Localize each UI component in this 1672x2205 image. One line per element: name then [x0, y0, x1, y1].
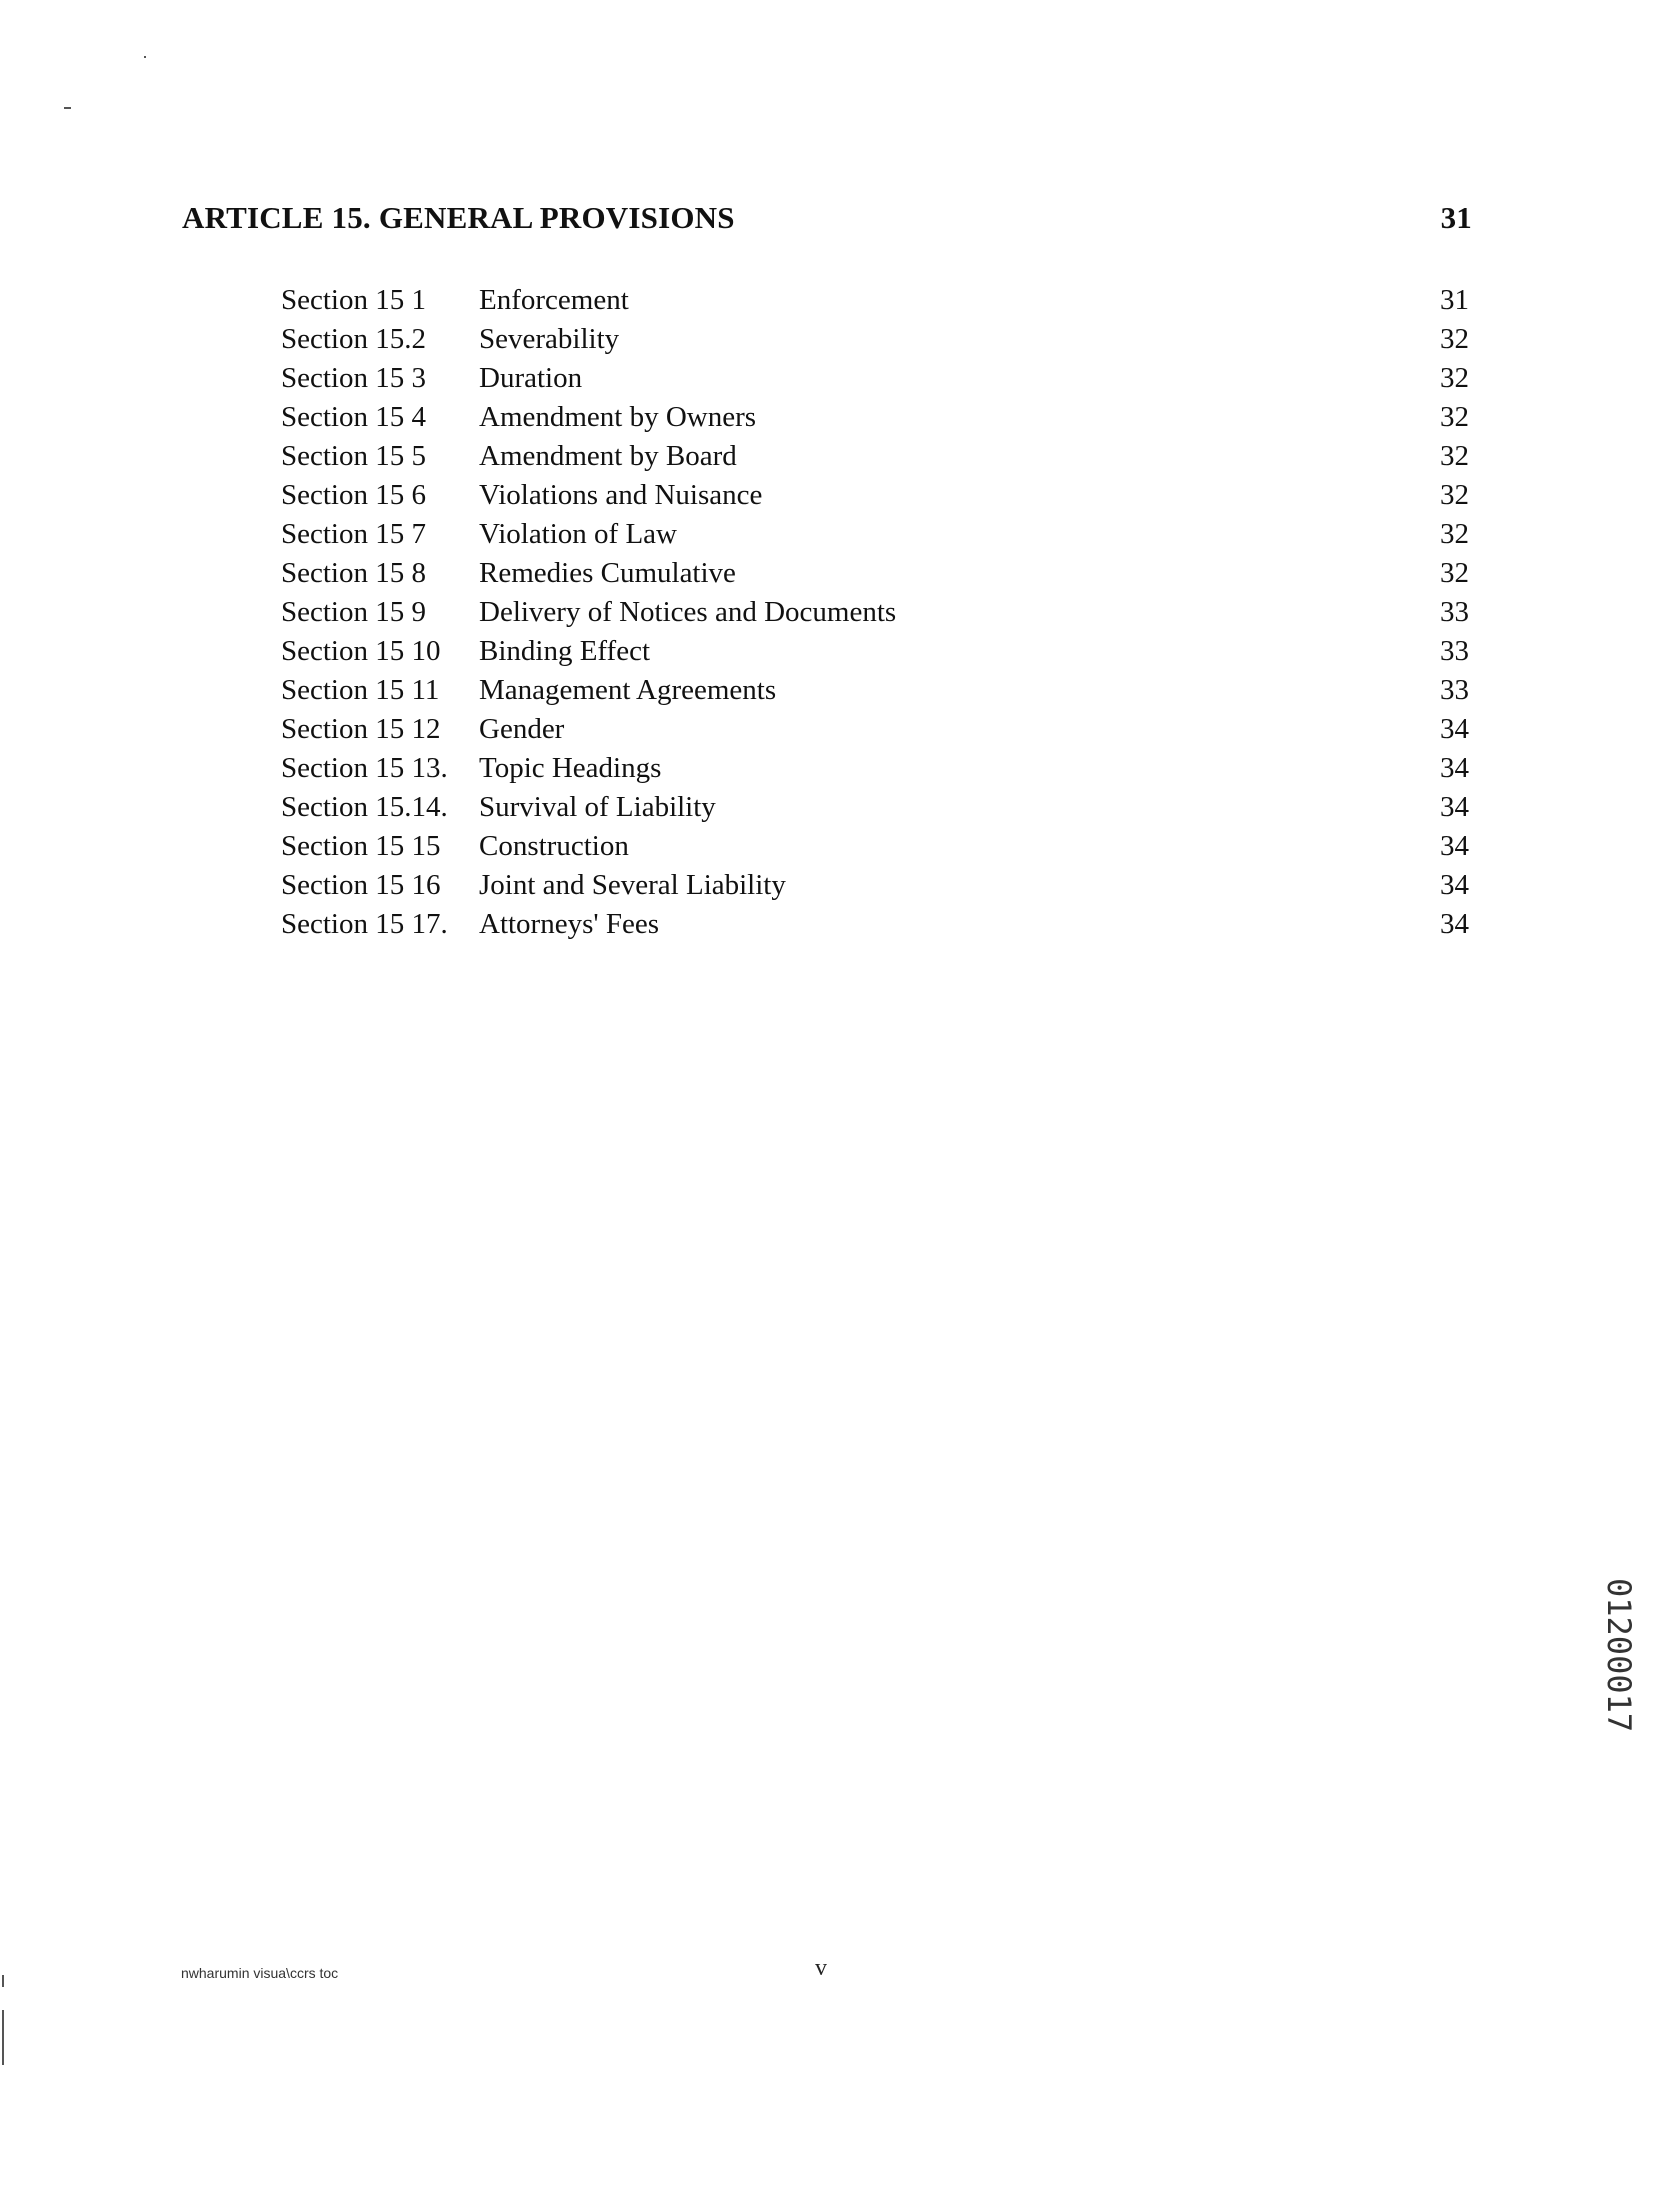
section-title: Topic Headings — [479, 752, 662, 784]
section-number: Section 15 10 — [281, 635, 441, 667]
section-number: Section 15 9 — [281, 596, 426, 628]
toc-entry — [281, 829, 1469, 868]
footer-page-number: v — [815, 1955, 827, 1981]
scan-speck — [2, 2010, 4, 2065]
section-number: Section 15 7 — [281, 518, 426, 550]
section-page: 34 — [1440, 869, 1469, 901]
document-id-stamp-text: 01200017 — [1600, 1578, 1638, 1733]
section-page: 34 — [1440, 713, 1469, 745]
toc-entry — [281, 400, 1469, 439]
toc-entry — [281, 322, 1469, 361]
section-title: Remedies Cumulative — [479, 557, 736, 589]
section-number: Section 15 6 — [281, 479, 426, 511]
section-page: 34 — [1440, 791, 1469, 823]
section-page: 34 — [1440, 752, 1469, 784]
section-page: 32 — [1440, 401, 1469, 433]
section-page: 31 — [1440, 284, 1469, 316]
footer-file-path: nwharumin visua\ccrs toc — [181, 1965, 339, 1981]
table-of-contents — [281, 283, 1469, 946]
section-number: Section 15.2 — [281, 323, 426, 355]
toc-entry — [281, 868, 1469, 907]
article-heading — [182, 200, 1472, 240]
section-number: Section 15 13. — [281, 752, 448, 784]
section-page: 33 — [1440, 596, 1469, 628]
toc-entry — [281, 673, 1469, 712]
section-page: 32 — [1440, 362, 1469, 394]
section-number: Section 15 4 — [281, 401, 426, 433]
section-title: Severability — [479, 323, 620, 355]
toc-entry — [281, 712, 1469, 751]
toc-entry — [281, 595, 1469, 634]
section-page: 32 — [1440, 440, 1469, 472]
toc-entry — [281, 361, 1469, 400]
section-title: Duration — [479, 362, 583, 394]
section-number: Section 15 15 — [281, 830, 441, 862]
section-title: Violation of Law — [479, 518, 677, 550]
section-page: 34 — [1440, 830, 1469, 862]
section-page: 32 — [1440, 479, 1469, 511]
section-number: Section 15 1 — [281, 284, 426, 316]
toc-entry — [281, 907, 1469, 946]
section-number: Section 15 12 — [281, 713, 441, 745]
section-title: Binding Effect — [479, 635, 651, 667]
toc-entry — [281, 517, 1469, 556]
section-title: Management Agreements — [479, 674, 777, 706]
toc-entry — [281, 751, 1469, 790]
section-page: 33 — [1440, 674, 1469, 706]
section-page: 32 — [1440, 323, 1469, 355]
section-number: Section 15 11 — [281, 674, 440, 706]
scan-speck — [64, 107, 71, 109]
document-id-stamp — [1598, 1578, 1638, 1918]
section-title: Delivery of Notices and Documents — [479, 596, 897, 628]
scan-speck — [144, 56, 146, 58]
section-title: Attorneys' Fees — [479, 908, 660, 940]
section-page: 32 — [1440, 518, 1469, 550]
section-title: Violations and Nuisance — [479, 479, 763, 511]
section-number: Section 15 5 — [281, 440, 426, 472]
toc-entry — [281, 283, 1469, 322]
section-number: Section 15 17. — [281, 908, 448, 940]
toc-entry — [281, 790, 1469, 829]
section-title: Joint and Several Liability — [479, 869, 786, 901]
toc-entry — [281, 556, 1469, 595]
toc-entry — [281, 439, 1469, 478]
section-number: Section 15 16 — [281, 869, 441, 901]
section-title: Amendment by Owners — [479, 401, 757, 433]
section-title: Enforcement — [479, 284, 629, 316]
section-title: Amendment by Board — [479, 440, 737, 472]
article-page-number: 31 — [1440, 200, 1472, 235]
section-title: Survival of Liability — [479, 791, 716, 823]
section-title: Gender — [479, 713, 565, 745]
section-page: 34 — [1440, 908, 1469, 940]
section-page: 32 — [1440, 557, 1469, 589]
scan-speck — [2, 1975, 4, 1987]
article-title: ARTICLE 15. GENERAL PROVISIONS — [182, 200, 735, 235]
section-title: Construction — [479, 830, 629, 862]
section-number: Section 15 3 — [281, 362, 426, 394]
toc-entry — [281, 634, 1469, 673]
section-number: Section 15.14. — [281, 791, 448, 823]
section-number: Section 15 8 — [281, 557, 426, 589]
toc-entry — [281, 478, 1469, 517]
section-page: 33 — [1440, 635, 1469, 667]
